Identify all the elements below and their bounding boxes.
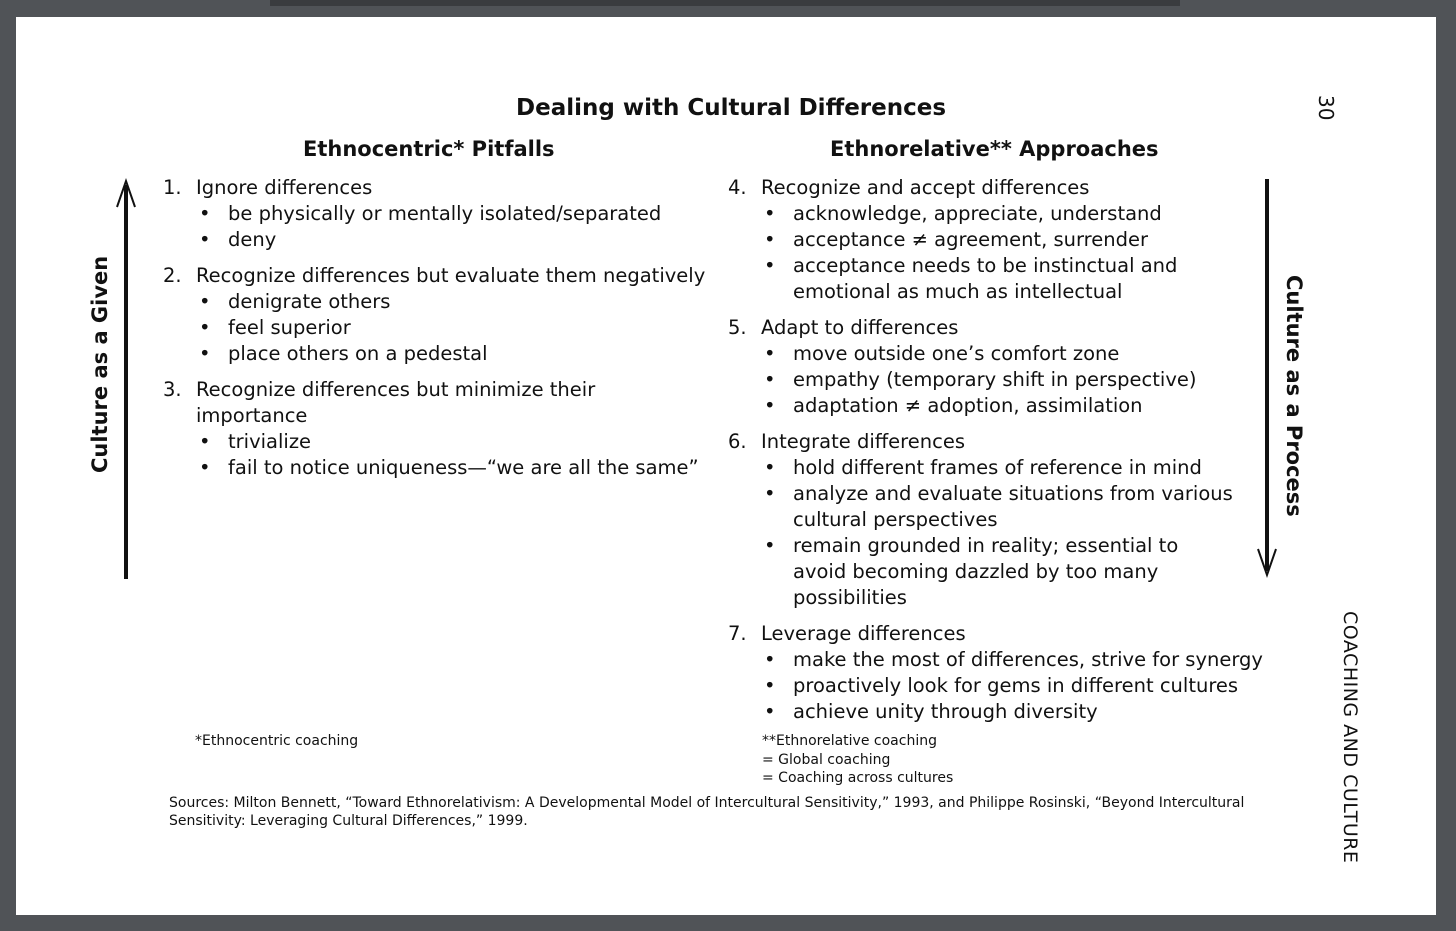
bullet-icon: • [764, 254, 776, 277]
ethnocentric-footnote [195, 732, 358, 751]
item-title: Leverage differences [761, 622, 966, 645]
item-number: 3. [163, 378, 182, 401]
bullet-text: trivialize [228, 430, 312, 453]
bullet-icon: • [764, 368, 776, 391]
footnote-line: *Ethnocentric coaching [195, 733, 359, 749]
ethnorelative-list [728, 175, 1268, 735]
ethnocentric-list [163, 175, 723, 491]
bullet-text: adaptation ≠ adoption, assimilation [793, 394, 1143, 417]
item-number: 7. [728, 622, 747, 645]
item-number: 4. [728, 176, 747, 199]
bullet-icon: • [199, 342, 211, 365]
bullet-icon: • [764, 648, 776, 671]
running-footer-caption: COACHING AND CULTURE [1339, 611, 1361, 864]
item-title: Recognize differences but evaluate them negatively [196, 264, 706, 287]
list-item [163, 175, 723, 253]
bullet-text: denigrate others [228, 290, 391, 313]
footnote-line: **Ethnorelative coaching [762, 733, 937, 749]
ethnocentric-heading: Ethnocentric* Pitfalls [303, 137, 555, 161]
item-title: Recognize and accept differences [761, 176, 1090, 199]
footnote-line: = Coaching across cultures [762, 770, 954, 786]
bullet-icon: • [199, 228, 211, 251]
bullet-icon: • [764, 534, 776, 557]
item-number: 1. [163, 176, 182, 199]
bullet-text: remain grounded in reality; essential to avoid becoming dazzled by too many possibilities [793, 534, 1179, 609]
item-number: 6. [728, 430, 747, 453]
bullet-text: proactively look for gems in different cultures [793, 674, 1239, 697]
bullet-icon: • [199, 430, 211, 453]
bullet-icon: • [764, 394, 776, 417]
bullet-text: hold different frames of reference in mind [793, 456, 1202, 479]
list-item [728, 315, 1268, 419]
item-number: 2. [163, 264, 182, 287]
culture-as-given-label: Culture as a Given [88, 255, 112, 473]
item-number: 5. [728, 316, 747, 339]
bullet-text: be physically or mentally isolated/separated [228, 202, 662, 225]
bullet-icon: • [199, 316, 211, 339]
bullet-icon: • [764, 456, 776, 479]
item-title: Recognize differences but minimize their importance [196, 378, 596, 427]
viewer-top-tab [270, 0, 1180, 6]
bullet-text: acceptance needs to be instinctual and emotional as much as intellectual [793, 254, 1178, 303]
bullet-text: feel superior [228, 316, 351, 339]
bullet-text: make the most of differences, strive for synergy [793, 648, 1263, 671]
list-item [728, 429, 1268, 611]
bullet-icon: • [764, 228, 776, 251]
bullet-icon: • [764, 700, 776, 723]
list-item [728, 621, 1268, 725]
sources-citation: Sources: Milton Bennett, “Toward Ethnorelativism: A Developmental Model of Intercultural Sensitivity,” 1993, and Philippe Rosinski, “Beyond Intercultural Sensitivity: Leveraging Cultural Differences,” 1999. [169, 795, 1245, 829]
page-number: 30 [1314, 95, 1338, 121]
item-title: Ignore differences [196, 176, 373, 199]
bullet-text: deny [228, 228, 277, 251]
list-item [163, 377, 723, 481]
page-title: Dealing with Cultural Differences [516, 95, 947, 121]
bullet-icon: • [764, 674, 776, 697]
bullet-text: empathy (temporary shift in perspective) [793, 368, 1197, 391]
bullet-text: achieve unity through diversity [793, 700, 1098, 723]
bullet-icon: • [199, 202, 211, 225]
document-page [16, 17, 1436, 915]
bullet-text: fail to notice uniqueness—“we are all the same” [228, 456, 699, 479]
bullet-text: move outside one’s comfort zone [793, 342, 1120, 365]
bullet-text: acceptance ≠ agreement, surrender [793, 228, 1149, 251]
bullet-icon: • [764, 342, 776, 365]
list-item [163, 263, 723, 367]
bullet-icon: • [764, 202, 776, 225]
culture-as-process-label: Culture as a Process [1282, 275, 1306, 517]
item-title: Adapt to differences [761, 316, 959, 339]
bullet-icon: • [199, 456, 211, 479]
list-item [728, 175, 1268, 305]
bullet-icon: • [764, 482, 776, 505]
item-title: Integrate differences [761, 430, 965, 453]
bullet-text: acknowledge, appreciate, understand [793, 202, 1162, 225]
ethnorelative-heading: Ethnorelative** Approaches [830, 137, 1159, 161]
bullet-icon: • [199, 290, 211, 313]
up-arrow-icon [114, 177, 138, 582]
ethnorelative-footnote [762, 732, 953, 788]
footnote-line: = Global coaching [762, 751, 891, 768]
bullet-text: place others on a pedestal [228, 342, 488, 365]
bullet-text: analyze and evaluate situations from various cultural perspectives [793, 482, 1233, 531]
